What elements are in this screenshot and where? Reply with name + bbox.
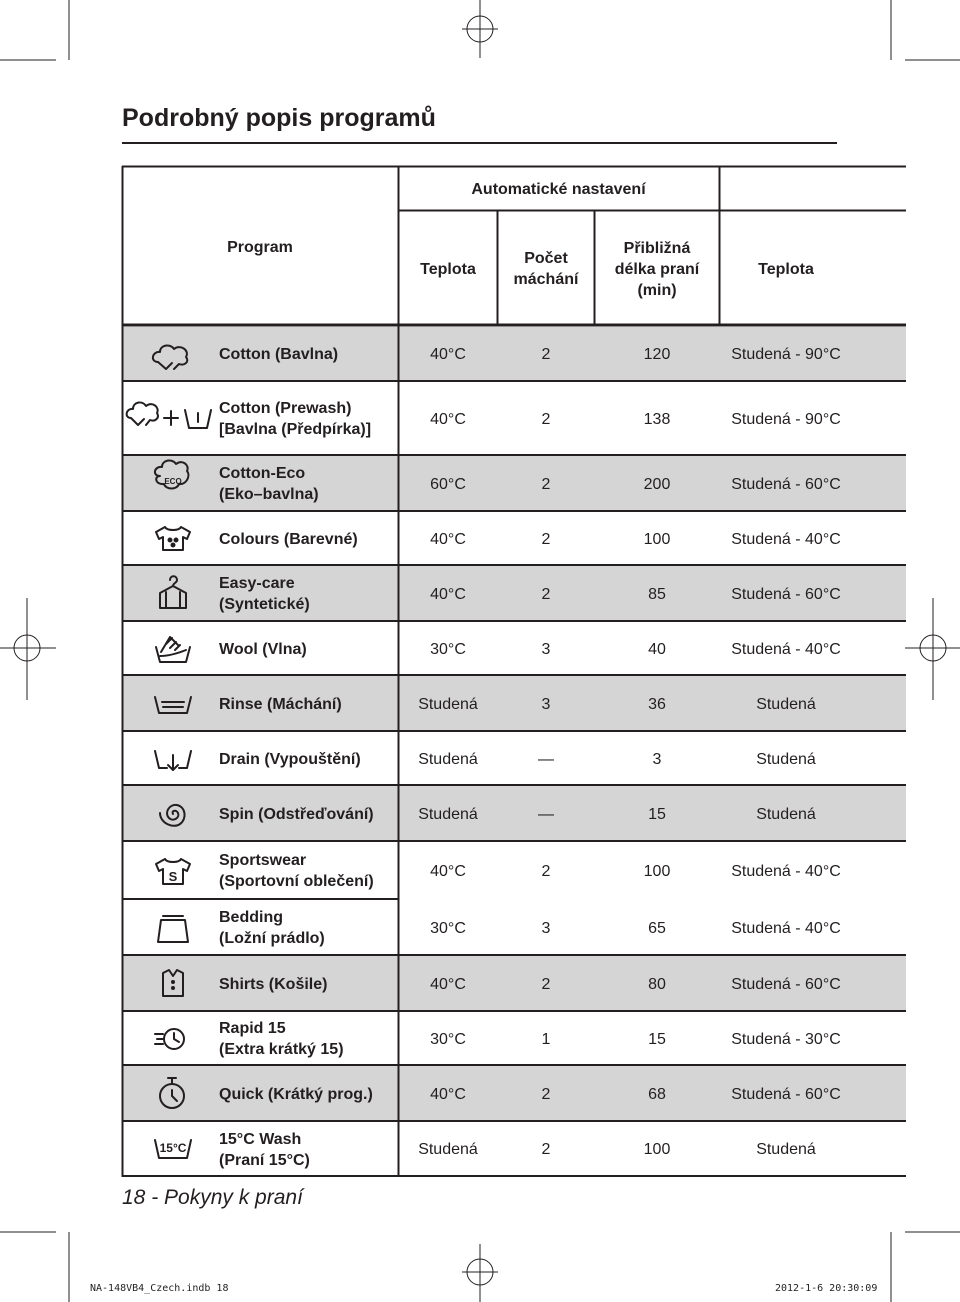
svg-text:15°C: 15°C	[159, 1141, 187, 1155]
program-name	[219, 1067, 373, 1121]
cell-temperature: 30°C	[430, 640, 466, 658]
program-name	[219, 1123, 310, 1176]
program-name-line: Spin (Odstřeďování)	[219, 805, 374, 823]
cell-temperature-range: Studená - 30°C	[731, 1030, 841, 1048]
program-name-line: Drain (Vypouštění)	[219, 750, 361, 768]
program-name-line: Rapid 15	[219, 1020, 286, 1037]
program-name-line: (Praní 15°C)	[219, 1151, 310, 1169]
svg-text:ECO: ECO	[164, 477, 182, 486]
program-name-line: Bedding	[219, 909, 283, 926]
program-name-line: (Extra krátký 15)	[219, 1041, 344, 1058]
program-name-line: Cotton-Eco	[219, 465, 306, 482]
program-name	[219, 733, 361, 785]
cell-duration: 15	[648, 805, 666, 823]
cell-rinses: 3	[541, 640, 551, 658]
program-name-line: Shirts (Košile)	[219, 975, 328, 993]
cell-rinses: 3	[541, 695, 551, 713]
spin-icon	[160, 805, 185, 826]
cotton-icon	[153, 345, 187, 369]
cell-duration: 100	[643, 862, 671, 880]
cell-temperature-range: Studená - 40°C	[731, 530, 841, 548]
cell-duration: 68	[648, 1085, 666, 1103]
cell-temperature-range: Studená - 60°C	[731, 475, 841, 493]
page-footer: 18 - Pokyny k praní	[122, 1186, 303, 1209]
cell-temperature: 30°C	[430, 1030, 466, 1048]
shirts-icon	[163, 970, 183, 996]
program-name-line: Cotton (Bavlna)	[219, 345, 339, 363]
cell-temperature-range: Studená - 90°C	[731, 345, 841, 363]
cell-temperature: Studená	[418, 1141, 478, 1158]
cell-duration: 120	[643, 345, 671, 363]
program-name	[219, 513, 358, 565]
page-title: Podrobný popis programů	[122, 104, 436, 132]
cell-temperature-range: Studená - 60°C	[731, 1085, 841, 1103]
cell-temperature-range: Studená - 40°C	[731, 862, 841, 880]
program-name-line: (Syntetické)	[219, 596, 310, 613]
program-name-line: [Bavlna (Předpírka)]	[219, 421, 372, 438]
cell-duration: 15	[648, 1030, 666, 1048]
cell-rinses: 2	[541, 530, 551, 548]
cell-rinses: 2	[541, 975, 551, 993]
cell-rinses: 2	[541, 862, 551, 880]
cell-temperature: 40°C	[430, 975, 466, 993]
cell-temperature-range: Studená - 40°C	[731, 640, 841, 658]
wash-15-icon	[155, 1140, 191, 1158]
program-name	[219, 1013, 344, 1065]
program-name	[219, 843, 374, 899]
cell-duration: 40	[648, 640, 666, 658]
cell-duration: 138	[643, 410, 671, 428]
cell-rinses: 2	[541, 410, 551, 428]
cell-temperature: 40°C	[430, 862, 466, 880]
cell-rinses: 2	[541, 1141, 551, 1158]
cell-temperature: 40°C	[430, 410, 466, 428]
svg-text:S: S	[168, 869, 178, 884]
header-duration-line: Přibližná	[623, 239, 691, 257]
cell-rinses: 2	[541, 345, 551, 363]
program-name-line: Rinse (Máchání)	[219, 695, 342, 713]
header-auto-settings: Automatické nastavení	[471, 180, 646, 198]
cell-temperature-range: Studená - 90°C	[731, 410, 841, 428]
cell-duration: 100	[643, 1141, 671, 1158]
program-name-line: (Eko–bavlna)	[219, 486, 319, 503]
header-rinse-count-line: máchání	[513, 271, 579, 288]
program-name	[219, 787, 374, 841]
drain-icon	[155, 751, 191, 770]
program-name-line: Cotton (Prewash)	[219, 400, 352, 417]
program-name	[219, 623, 307, 675]
cell-temperature: Studená	[418, 695, 478, 713]
header-temperature-range: Teplota	[758, 260, 814, 278]
wool-hand-wash-icon	[156, 637, 190, 662]
program-name-line: (Ložní prádlo)	[219, 930, 325, 947]
program-name-line: Sportswear	[219, 852, 307, 869]
cell-temperature: Studená	[418, 805, 478, 823]
cell-temperature: 40°C	[430, 585, 466, 603]
rinse-icon	[155, 697, 191, 713]
colours-shirt-icon	[156, 527, 190, 550]
cotton-prewash-icon	[127, 402, 211, 428]
program-name	[219, 567, 310, 621]
program-name	[219, 901, 325, 955]
program-name-line: Colours (Barevné)	[219, 530, 358, 548]
cell-rinses: 2	[541, 1085, 551, 1103]
program-name-line: Quick (Krátký prog.)	[219, 1085, 373, 1103]
header-temperature: Teplota	[420, 260, 476, 278]
cell-temperature-range: Studená - 60°C	[731, 585, 841, 603]
eco-icon	[155, 460, 189, 488]
cell-temperature-range: Studená - 60°C	[731, 975, 841, 993]
cell-temperature: 30°C	[430, 919, 466, 937]
header-program: Program	[227, 238, 293, 256]
program-name-line: Easy-care	[219, 575, 295, 592]
rapid-clock-icon	[155, 1029, 184, 1049]
cell-temperature-range: Studená - 40°C	[731, 919, 841, 937]
bedding-icon	[158, 916, 188, 942]
cell-rinses: 2	[541, 475, 551, 493]
cell-temperature-range: Studená	[756, 805, 816, 823]
cell-duration: 65	[648, 919, 666, 937]
program-name	[219, 677, 342, 731]
cell-temperature: 40°C	[430, 345, 466, 363]
cell-duration: 36	[648, 695, 666, 713]
program-name	[219, 327, 338, 381]
sportswear-icon	[156, 859, 190, 884]
easy-care-hanger-icon	[160, 576, 186, 608]
cell-rinses: —	[538, 750, 554, 768]
program-name	[219, 957, 327, 1011]
cell-temperature: 40°C	[430, 1085, 466, 1103]
program-name-line: (Sportovní oblečení)	[219, 873, 374, 890]
cell-duration: 85	[648, 585, 666, 603]
cell-duration: 100	[643, 530, 671, 548]
header-duration-line: (min)	[637, 281, 677, 299]
program-name-line: Wool (Vlna)	[219, 640, 307, 658]
cell-temperature-range: Studená	[756, 695, 816, 713]
header-rinse-count-line: Počet	[524, 250, 568, 267]
cell-temperature: Studená	[418, 750, 478, 768]
cell-rinses: 1	[541, 1030, 551, 1048]
cell-duration: 200	[643, 475, 671, 493]
program-name	[219, 457, 319, 511]
cell-duration: 80	[648, 975, 666, 993]
program-name-line: 15°C Wash	[219, 1130, 302, 1148]
cell-rinses: —	[538, 805, 554, 823]
cell-rinses: 3	[541, 919, 551, 937]
header-duration-line: délka praní	[614, 260, 700, 278]
print-slug-file: NA-148VB4_Czech.indb 18	[90, 1283, 229, 1294]
cell-temperature: 40°C	[430, 530, 466, 548]
print-slug-timestamp: 2012-1-6 20:30:09	[775, 1283, 878, 1294]
cell-temperature-range: Studená	[756, 750, 816, 768]
cell-rinses: 2	[541, 585, 551, 603]
cell-duration: 3	[652, 750, 662, 768]
program-name	[219, 383, 371, 455]
cell-temperature-range: Studená	[756, 1141, 816, 1158]
cell-temperature: 60°C	[430, 475, 466, 493]
stopwatch-icon	[160, 1078, 184, 1108]
